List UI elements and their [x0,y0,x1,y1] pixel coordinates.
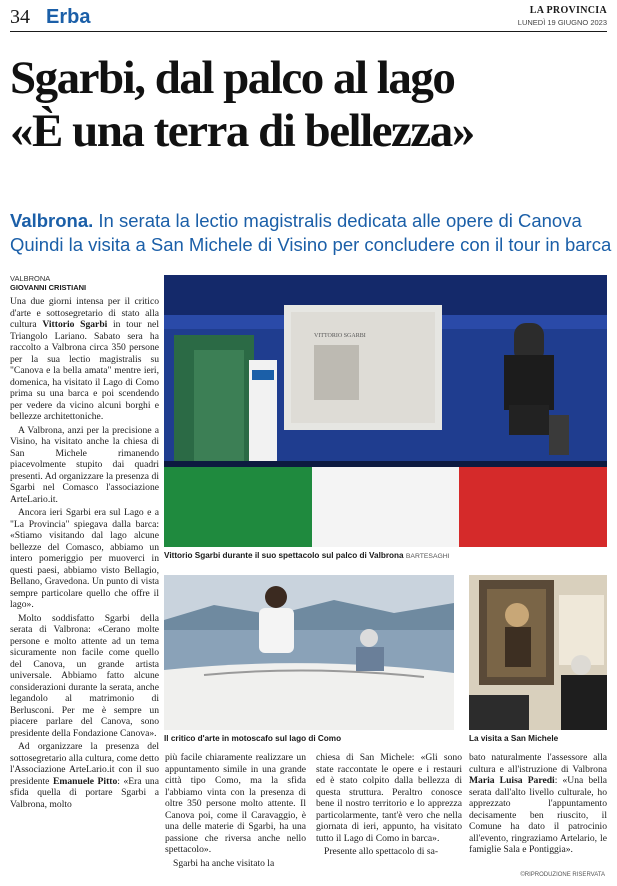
subheadline [10,209,615,257]
photo-credit: BARTESAGHI [405,553,450,560]
article-column-3 [316,752,462,860]
headline-line-2: «È una terra di bellezza» [10,105,474,157]
main-caption-text: Vittorio Sgarbi durante il suo spettacolo sul palco di Valbrona [164,551,404,560]
boat-illustration [164,575,454,730]
issue-date: LUNEDÌ 19 GIUGNO 2023 [517,18,607,27]
article-paragraph: Presente allo spettacolo di sa- [324,846,439,857]
projector-screen-text: VITTORIO SGARBI [314,333,366,339]
article-paragraph: Ad organizzare la presenza del sottosegretario alla cultura, come detto l'Associazione ArteLario.it con il suo presidente Emanuele Pitto: «Era una sfida quella di portare Sgarbi a Valbrona, molto [10,741,159,810]
article-paragraph: chiesa di San Michele: «Gli sono state raccontate le opere e i restauri ed è stato colpito dalla bellezza di questa struttura. Peraltro conosce bene il nostro territorio e lo apprezza particolarmente, tant'è vero che nella giornata di ieri, appunto, ha visitato tutto il Lago di Como in barca». [316,752,462,844]
headline-line-1: Sgarbi, dal palco al lago [10,52,455,104]
article-column-1 [10,296,159,812]
section-label: Erba [46,6,91,28]
headline [10,52,610,158]
church-photo-caption: La visita a San Michele [469,734,559,743]
boat-photo-caption: Il critico d'arte in motoscafo sul lago di Como [164,734,342,743]
article-paragraph: A Valbrona, anzi per la precisione a Visino, ha visitato anche la chiesa di San Michele rimanendo piacevolmente stupito dai quadri presenti. Ad organizzare la presenza di Sgarbi nel Comasco l'associazione ArteLario.it. [10,424,159,505]
article-paragraph: Sgarbi ha anche visitato la [173,857,275,869]
stage-illustration [164,275,607,547]
newspaper-name: LA PROVINCIA [529,5,607,16]
copyright-note: ©RIPRODUZIONE RISERVATA [520,872,605,878]
subhead-kicker: Valbrona. [10,210,94,231]
article-column-2 [165,752,306,871]
page-number: 34 [10,6,30,28]
church-photo [469,575,607,730]
subhead-line-1: In serata la lectio magistralis dedicata alle opere di Canova [98,210,582,231]
article-paragraph: Molto soddisfatto Sgarbi della serata di Valbrona: «Cerano molte persone e molto attente ad un tema sicuramente non facile come quello del Canova, un grande artista universale. Abbiamo fatto alcune considerazioni durante la serata, anche legandolo al matrimonio di Berlusconi. Per me è sempre un piacere parlare del Canova, sono presidente della Fondazione Canova». [10,612,159,739]
boat-photo [164,575,454,730]
header-rule [10,31,607,32]
main-photo-stage [164,275,607,547]
author-name: GIOVANNI CRISTIANI [10,283,87,292]
article-paragraph: bato naturalmente l'assessore alla cultura e all'istruzione di Valbrona Maria Luisa Paredi: «Una bella serata dall'alto livello culturale, ho apprezzato l'appuntamento decisamente ben riuscito, il Comune ha dato il patrocinio all'evento, ringraziamo Artelario, le famiglie Sala e Pontiggia». [469,752,607,855]
article-column-4 [469,752,607,858]
article-paragraph: Ancora ieri Sgarbi era sul Lago e a "La Provincia" spiegava dalla barca: «Stiamo visitando dal lago alcune bellezze del Comasco, abbiamo un intero pomeriggio per muoverci in questi paesi, abbiamo visto Bellagio, Bellano, Gravedona. Un punto di vista sempre particolare quello che offre il lago». [10,507,159,610]
dateline-place: VALBRONA [10,274,51,283]
main-photo-caption [164,551,450,562]
page-header [0,0,617,30]
byline [10,274,86,292]
article-paragraph: Una due giorni intensa per il critico d'arte e sottosegretario di stato alla cultura Vittorio Sgarbi in tour nel Triangolo Lariano. Sabato sera ha raccolto a Valbrona circa 350 persone per la sua lectio magistralis su "Canova e la bella amata" mentre ieri, domenica, ha visitato il Lago di Como prima su una barca e poi scendendo per vedere da vicino alcuni borghi e bellezze architettoniche. [10,296,159,422]
article-paragraph: più facile chiaramente realizzare un appuntamento simile in una grande città tipo Como, ma la sfida l'abbiamo vinta con la presenza di oltre 350 persone molto attente. Il Canova poi, come il Caravaggio, è una delle materie di Sgarbi, ha una passione che riversa anche nello spettacolo». [165,752,306,855]
church-illustration [469,575,607,730]
subhead-line-2: Quindi la visita a San Michele di Visino per concludere con il tour in barca [10,234,612,255]
